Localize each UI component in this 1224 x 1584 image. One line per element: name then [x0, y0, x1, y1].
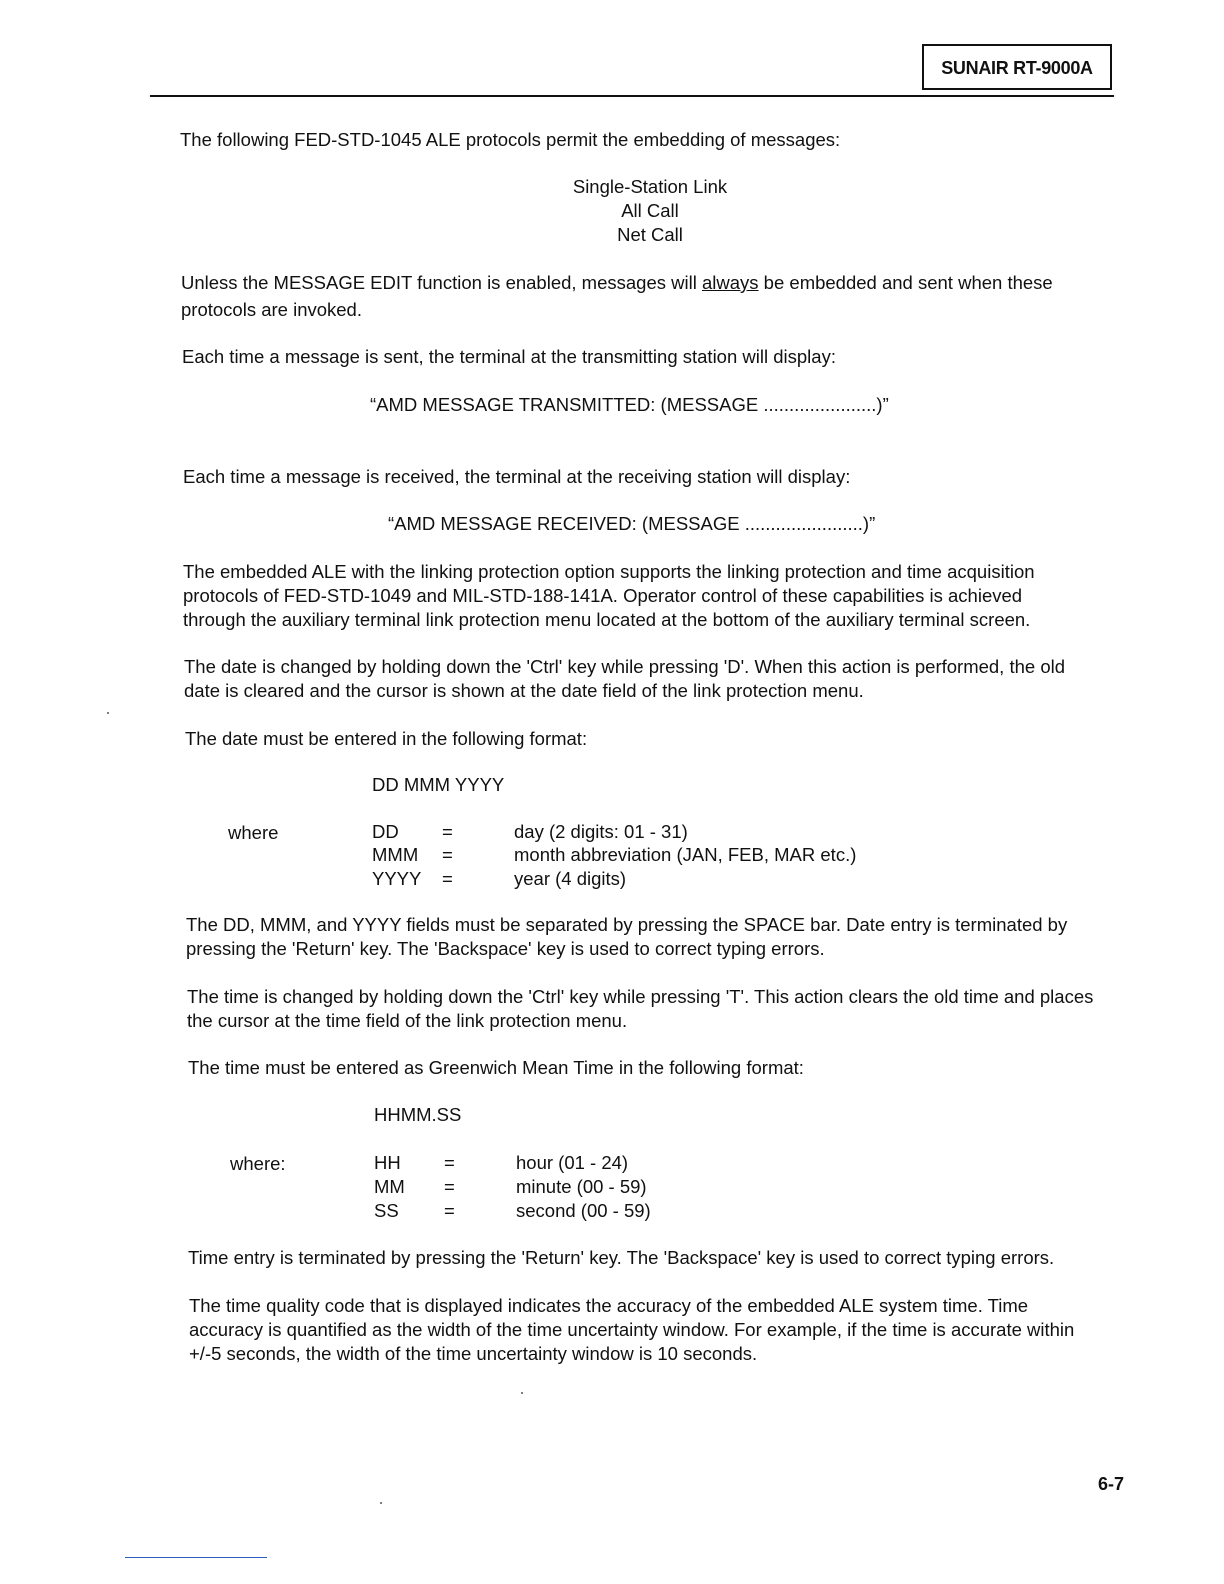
date-change-line-2: date is cleared and the cursor is shown at the date field of the link protection menu.: [184, 680, 864, 701]
date-field-equals: =: [442, 821, 453, 842]
time-field-code: HH: [374, 1152, 401, 1173]
date-entry-line-2: pressing the 'Return' key. The 'Backspace' key is used to correct typing errors.: [186, 938, 825, 959]
unless-line-1: [181, 271, 1053, 295]
scan-speck: [107, 712, 109, 714]
date-field-equals: =: [442, 844, 453, 865]
time-field-equals: =: [444, 1152, 455, 1173]
date-field-desc: month abbreviation (JAN, FEB, MAR etc.): [514, 844, 857, 865]
quality-line-3: +/-5 seconds, the width of the time uncertainty window is 10 seconds.: [189, 1343, 758, 1364]
received-display: “AMD MESSAGE RECEIVED: (MESSAGE .......................)”: [388, 513, 876, 534]
time-field-equals: =: [444, 1200, 455, 1221]
linking-line-1: The embedded ALE with the linking protection option supports the linking protection and time acquisition: [183, 561, 1035, 582]
unless-after: be embedded and sent when these: [758, 272, 1053, 293]
time-field-code: MM: [374, 1176, 405, 1197]
sent-intro: Each time a message is sent, the terminal at the transmitting station will display:: [182, 346, 836, 367]
bottom-rule: [125, 1557, 267, 1558]
date-where-label: where: [228, 822, 279, 843]
quality-line-2: accuracy is quantified as the width of the time uncertainty window. For example, if the time is accurate within: [189, 1319, 1075, 1340]
time-field-equals: =: [444, 1176, 455, 1197]
header-box: [922, 44, 1112, 90]
date-field-code: MMM: [372, 844, 419, 865]
scan-speck: [380, 1502, 382, 1504]
date-field-desc: day (2 digits: 01 - 31): [514, 821, 688, 842]
protocol-item: All Call: [621, 200, 679, 221]
date-change-line-1: The date is changed by holding down the 'Ctrl' key while pressing 'D'. When this action is performed, the old: [184, 656, 1066, 677]
time-change-line-2: the cursor at the time field of the link protection menu.: [187, 1010, 628, 1031]
date-format: DD MMM YYYY: [372, 774, 505, 795]
time-field-desc: second (00 - 59): [516, 1200, 651, 1221]
protocol-item: Net Call: [617, 224, 683, 245]
header-rule: [150, 95, 1114, 97]
page-number: 6-7: [1098, 1474, 1125, 1494]
linking-line-3: through the auxiliary terminal link protection menu located at the bottom of the auxiliary terminal screen.: [183, 609, 1031, 630]
date-field-code: YYYY: [372, 868, 422, 889]
date-entry-line-1: The DD, MMM, and YYYY fields must be separated by pressing the SPACE bar. Date entry is terminated by: [186, 914, 1068, 935]
time-field-desc: minute (00 - 59): [516, 1176, 647, 1197]
date-field-code: DD: [372, 821, 399, 842]
date-field-desc: year (4 digits): [514, 868, 627, 889]
time-where-label: where:: [230, 1153, 286, 1174]
unless-underlined: always: [701, 272, 759, 293]
time-field-desc: hour (01 - 24): [516, 1152, 629, 1173]
time-format-intro: The time must be entered as Greenwich Mean Time in the following format:: [188, 1057, 804, 1078]
sent-display: “AMD MESSAGE TRANSMITTED: (MESSAGE ......................)”: [370, 394, 889, 415]
unless-before: Unless the MESSAGE EDIT function is enabled, messages will: [181, 272, 702, 293]
intro-text: The following FED-STD-1045 ALE protocols permit the embedding of messages:: [180, 129, 841, 150]
date-format-intro: The date must be entered in the following format:: [185, 728, 588, 749]
protocol-item: Single-Station Link: [572, 176, 728, 197]
unless-line-2: protocols are invoked.: [181, 299, 362, 320]
time-format: HHMM.SS: [374, 1104, 462, 1125]
header-title: SUNAIR RT-9000A: [941, 58, 1093, 78]
time-field-code: SS: [374, 1200, 399, 1221]
scan-speck: [521, 1392, 523, 1394]
received-intro: Each time a message is received, the terminal at the receiving station will display:: [183, 466, 851, 487]
time-entry: Time entry is terminated by pressing the 'Return' key. The 'Backspace' key is used to correct typing errors.: [188, 1247, 1055, 1268]
quality-line-1: The time quality code that is displayed indicates the accuracy of the embedded ALE system time. Time: [189, 1295, 1029, 1316]
linking-line-2: protocols of FED-STD-1049 and MIL-STD-188-141A. Operator control of these capabilities is achieved: [183, 585, 1023, 606]
time-change-line-1: The time is changed by holding down the 'Ctrl' key while pressing 'T'. This action clears the old time and places: [187, 986, 1094, 1007]
date-field-equals: =: [442, 868, 453, 889]
